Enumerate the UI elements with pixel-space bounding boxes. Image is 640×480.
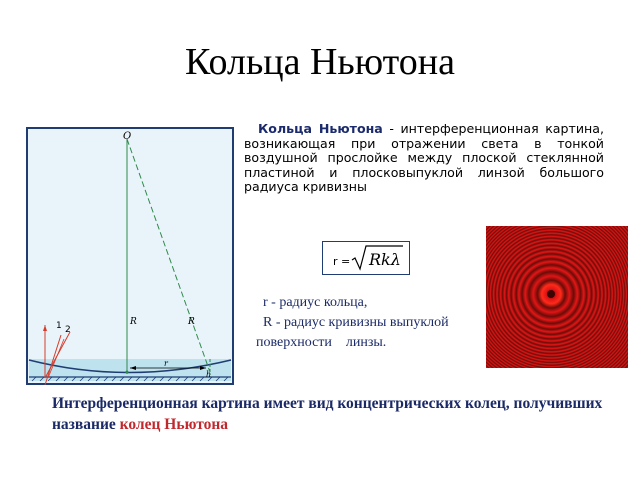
formula-box: [322, 241, 410, 275]
legend-line-r: r - радиус кольца,: [256, 295, 368, 310]
legend-line-surface: поверхности линзы.: [256, 335, 387, 350]
legend: [256, 293, 449, 353]
contact-point: [126, 371, 129, 374]
rings-center-spot: [547, 290, 555, 298]
definition-term: Кольца Ньютона: [258, 121, 383, 136]
definition-paragraph: [244, 122, 604, 195]
conclusion-text: Интерференционная картина имеет вид концентрических колец, получивших название: [52, 395, 603, 433]
label-gap-thickness: h: [206, 370, 212, 379]
conclusion-paragraph: [52, 393, 612, 435]
conclusion-accent: колец Ньютона: [119, 416, 229, 433]
label-point-o: O: [123, 131, 132, 142]
label-ring-radius: r: [164, 359, 168, 368]
legend-line-R: R - радиус кривизны выпуклой: [256, 315, 449, 330]
label-radius-vertical: R: [130, 317, 137, 327]
formula-rhs: Rkλ: [369, 250, 401, 269]
newton-rings-image: [486, 226, 628, 368]
label-radius-dashed: R: [188, 317, 195, 327]
formula-radical: [323, 242, 409, 274]
page-title: Кольца Ньютона: [185, 41, 455, 83]
newton-rings-diagram: [26, 127, 234, 385]
label-ray-2: 2: [65, 325, 71, 335]
rings-pattern: [486, 226, 628, 368]
formula-lhs: r =: [333, 255, 351, 268]
label-ray-1: 1: [56, 321, 62, 331]
definition-text: - интерференционная картина, возникающая при отражении света в тонкой воздушной прослойке между плоской стеклянной пластиной и плосковыпуклой линзой большого радиуса кривизны: [244, 121, 604, 194]
